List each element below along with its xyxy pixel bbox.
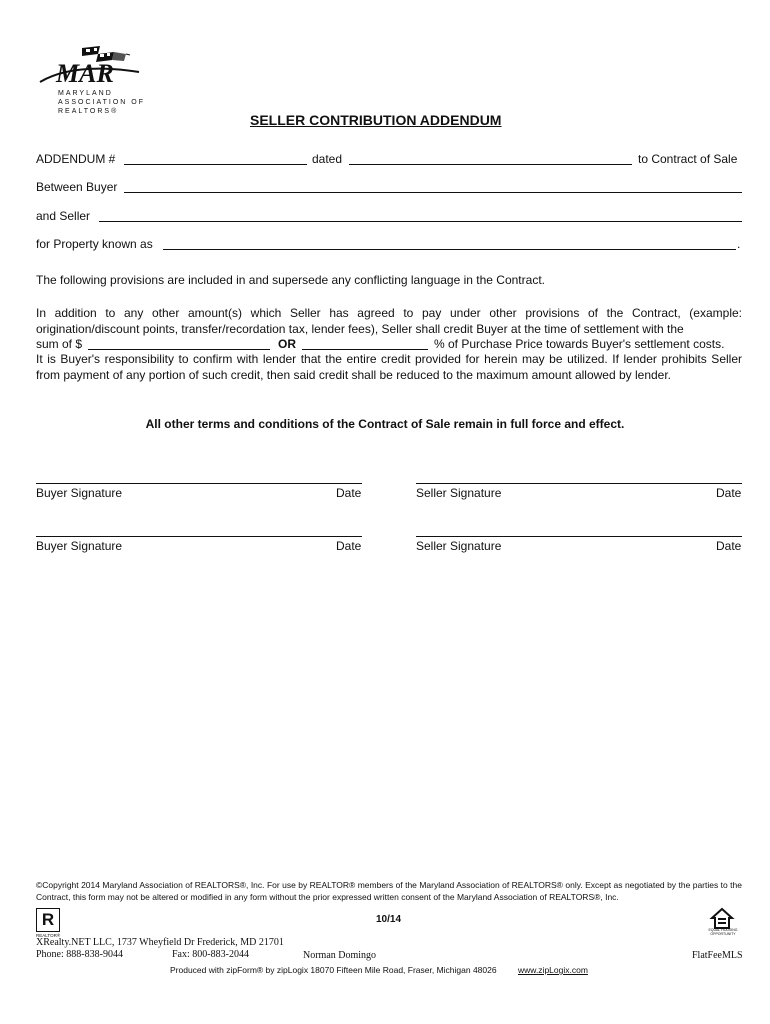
credit-paragraph-a: In addition to any other amount(s) which Seller has agreed to pay under other provisions of the Contract, (example: origination/discount points, transfer/recordation tax, lender fees), Seller shall credit Buyer at the time of settlement with the bbox=[36, 306, 742, 336]
buyer-name-field[interactable] bbox=[124, 192, 742, 193]
addendum-number-field[interactable] bbox=[124, 164, 307, 165]
office-phone: Phone: 888-838-9044 bbox=[36, 949, 123, 960]
buyer-signature-label-1: Buyer Signature bbox=[36, 486, 123, 500]
flag-logo-icon bbox=[34, 44, 149, 86]
sum-label: sum of $ bbox=[36, 337, 83, 351]
mar-logo bbox=[34, 44, 149, 120]
percent-field[interactable] bbox=[302, 349, 428, 350]
seller-date-label-1: Date bbox=[716, 486, 742, 500]
logo-line-3: REALTORS® bbox=[58, 108, 119, 115]
office-fax: Fax: 800-883-2044 bbox=[172, 949, 249, 960]
between-buyer-label: Between Buyer bbox=[36, 180, 118, 194]
credit-paragraph-b: It is Buyer's responsibility to confirm with lender that the entire credit provided for herein may be utilized. If lender prohibits Seller from payment of any portion of such credit, then said credit shall be reduced to the maximum amount allowed by lender. bbox=[36, 352, 742, 382]
buyer-signature-label-2: Buyer Signature bbox=[36, 539, 123, 553]
dated-label: dated bbox=[312, 152, 343, 166]
and-seller-label: and Seller bbox=[36, 209, 91, 223]
terms-remain-notice: All other terms and conditions of the Contract of Sale remain in full force and effect. bbox=[145, 417, 625, 431]
agent-name: Norman Domingo bbox=[303, 950, 377, 961]
copyright-notice: ©Copyright 2014 Maryland Association of REALTORS®, Inc. For use by REALTOR® members of the Maryland Association of REALTORS® only. Except as negotiated by the parties to the Contract, this form may not be altered or modified in any form without the prior expressed written consent of the Maryland Association of REALTORS®, Inc. bbox=[36, 880, 742, 902]
document-title: SELLER CONTRIBUTION ADDENDUM bbox=[250, 112, 502, 128]
buyer-signature-line-2[interactable] bbox=[36, 536, 362, 537]
form-version: 10/14 bbox=[376, 914, 402, 925]
produced-with: Produced with zipForm® by zipLogix 18070 Fifteen Mile Road, Fraser, Michigan 48026 bbox=[170, 965, 497, 975]
addendum-number-label: ADDENDUM # bbox=[36, 152, 116, 166]
logo-line-1: MARYLAND bbox=[58, 90, 113, 97]
provisions-intro: The following provisions are included in and supersede any conflicting language in the Contract. bbox=[36, 273, 545, 287]
logo-mark: MAR bbox=[56, 59, 114, 86]
seller-name-field[interactable] bbox=[99, 221, 742, 222]
realtor-logo-icon: R bbox=[36, 908, 60, 932]
logo-line-2: ASSOCIATION OF bbox=[58, 99, 145, 106]
seller-signature-line-2[interactable] bbox=[416, 536, 742, 537]
dated-field[interactable] bbox=[349, 164, 632, 165]
form-name: FlatFeeMLS bbox=[692, 950, 743, 961]
or-label: OR bbox=[278, 337, 296, 351]
contract-of-sale-label: to Contract of Sale bbox=[638, 152, 738, 166]
seller-signature-line-1[interactable] bbox=[416, 483, 742, 484]
property-address-field[interactable] bbox=[163, 249, 736, 250]
seller-signature-label-2: Seller Signature bbox=[416, 539, 502, 553]
realtor-caption: REALTOR® bbox=[36, 933, 61, 938]
eho-caption: EQUAL HOUSING OPPORTUNITY bbox=[708, 928, 738, 936]
property-period: . bbox=[737, 237, 741, 251]
seller-signature-label-1: Seller Signature bbox=[416, 486, 502, 500]
buyer-date-label-2: Date bbox=[336, 539, 362, 553]
seller-date-label-2: Date bbox=[716, 539, 742, 553]
ziplogix-link[interactable]: www.zipLogix.com bbox=[518, 965, 588, 975]
sum-amount-field[interactable] bbox=[88, 349, 270, 350]
property-label: for Property known as bbox=[36, 237, 153, 251]
buyer-date-label-1: Date bbox=[336, 486, 362, 500]
percent-suffix: % of Purchase Price towards Buyer's settlement costs. bbox=[434, 337, 725, 351]
buyer-signature-line-1[interactable] bbox=[36, 483, 362, 484]
office-address: XRealty.NET LLC, 1737 Wheyfield Dr Frederick, MD 21701 bbox=[36, 937, 284, 948]
